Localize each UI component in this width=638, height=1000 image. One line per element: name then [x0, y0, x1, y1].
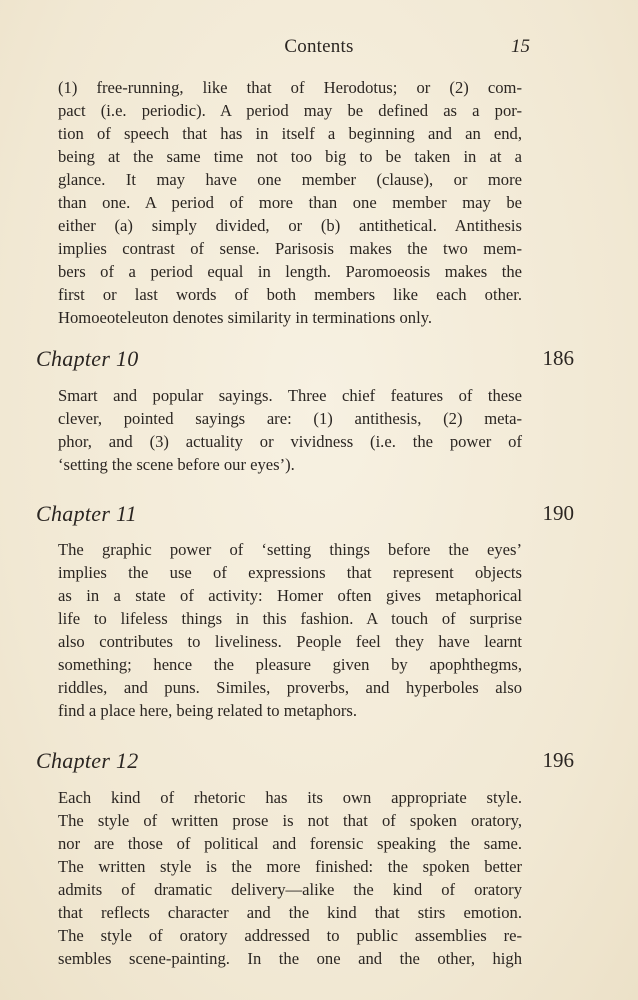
chapter-title: Chapter 12 [36, 748, 139, 773]
text-line: tion of speech that has in itself a beginning and an end, [58, 124, 522, 143]
chapter-title: Chapter 10 [36, 346, 139, 371]
text-line: pact (i.e. periodic). A period may be defined as a por- [58, 101, 522, 120]
chapter-heading [36, 346, 574, 376]
text-line: The style of oratory addressed to public assemblies re- [58, 926, 522, 945]
page-number: 15 [511, 36, 530, 57]
text-line: The graphic power of ‘setting things before the eyes’ [58, 540, 522, 559]
running-title: Contents [284, 36, 354, 57]
text-line: riddles, and puns. Similes, proverbs, and hyperboles also [58, 678, 522, 697]
chapter-page-number: 186 [542, 346, 574, 370]
text-line: (1) free-running, like that of Herodotus; or (2) com- [58, 78, 522, 97]
text-line: bers of a period equal in length. Paromoeosis makes the [58, 262, 522, 281]
text-line: Homoeoteleuton denotes similarity in terminations only. [58, 308, 433, 327]
text-line: nor are those of political and forensic speaking the same. [58, 834, 522, 853]
text-line: ‘setting the scene before our eyes’). [58, 455, 295, 474]
text-line: phor, and (3) actuality or vividness (i.e. the power of [58, 432, 522, 451]
text-line: glance. It may have one member (clause), or more [58, 170, 522, 189]
text-line: Smart and popular sayings. Three chief features of these [58, 386, 522, 405]
chapter-heading [36, 501, 574, 531]
text-line: The written style is the more finished: the spoken better [58, 857, 522, 876]
text-line: find a place here, being related to metaphors. [58, 701, 358, 720]
text-line: first or last words of both members like each other. [58, 285, 522, 304]
chapter-page-number: 196 [542, 748, 574, 772]
text-line: being at the same time not too big to be taken in at a [58, 147, 522, 166]
text-line: admits of dramatic delivery—alike the kind of oratory [58, 880, 522, 899]
text-line: either (a) simply divided, or (b) antithetical. Antithesis [58, 216, 522, 235]
text-line: something; hence the pleasure given by apophthegms, [58, 655, 522, 674]
text-line: clever, pointed sayings are: (1) antithesis, (2) meta- [58, 409, 522, 428]
text-line: life to lifeless things in this fashion. A touch of surprise [58, 609, 522, 628]
text-line: implies contrast of sense. Parisosis makes the two mem- [58, 239, 522, 258]
text-line: Each kind of rhetoric has its own appropriate style. [58, 788, 522, 807]
text-line: sembles scene-painting. In the one and the other, high [58, 949, 522, 968]
chapter-summary [58, 384, 522, 476]
chapter-summary [58, 538, 522, 722]
text-line: The style of written prose is not that of spoken oratory, [58, 811, 522, 830]
chapter-heading [36, 748, 574, 778]
chapter-summary [58, 786, 522, 970]
intro-paragraph [58, 76, 522, 329]
text-line: implies the use of expressions that represent objects [58, 563, 522, 582]
text-line: also contributes to liveliness. People feel they have learnt [58, 632, 522, 651]
text-line: as in a state of activity: Homer often gives metaphorical [58, 586, 522, 605]
chapter-page-number: 190 [542, 501, 574, 525]
chapter-title: Chapter 11 [36, 501, 137, 526]
text-line: that reflects character and the kind that stirs emotion. [58, 903, 522, 922]
text-line: than one. A period of more than one member may be [58, 193, 522, 212]
running-head [0, 36, 638, 60]
